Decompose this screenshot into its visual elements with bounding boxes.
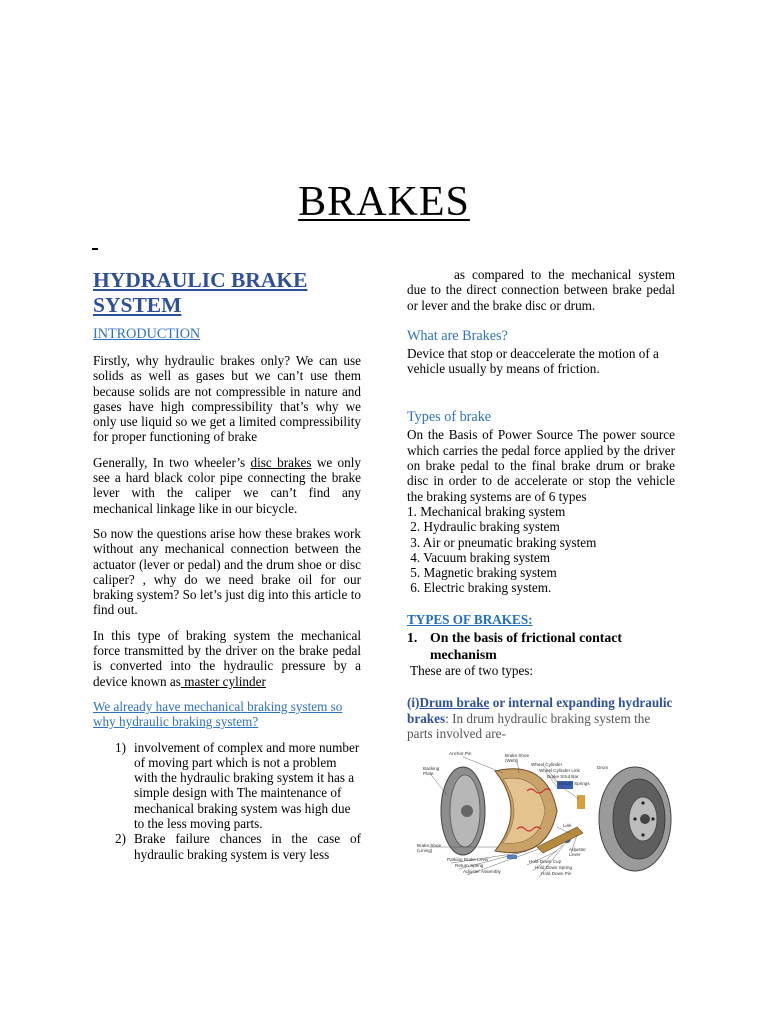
types-of-brakes-caps-heading: TYPES OF BRAKES: <box>407 611 533 627</box>
list-item: 4. Vacuum braking system <box>407 549 550 565</box>
list-item: 5. Magnetic braking system <box>407 565 557 581</box>
label-brake-shoe-lining: Brake Shoe (Lining) <box>417 843 442 854</box>
list-item: 3. Air or pneumatic braking system <box>407 534 597 550</box>
label-adjuster-assembly: Adjuster Assembly <box>463 869 501 875</box>
master-cylinder-link[interactable]: master cylinder <box>180 673 266 689</box>
label-hold-down-spring: Hold Down Spring <box>535 865 573 871</box>
question-heading: We already have mechanical braking system so why hydraulic braking system? <box>93 698 343 730</box>
basis-text: On the basis of frictional contact mechanism <box>430 630 622 663</box>
label-return-spring: Return Spring <box>455 863 484 869</box>
paragraph-why-hydraulic: Firstly, why hydraulic brakes only? We can use solids as well as gases but we can’t use them because solids are not compressible in nature and gases have high compressibility that’s why we only use liquid so we get a limited compressibility for proper functioning of brake <box>93 353 361 445</box>
label-hold-down-cup: Hold Down Cup <box>529 859 562 865</box>
paragraph-continuation: as compared to the mechanical system due to the direct connection between brake pedal or lever and the brake disc or drum. <box>407 267 675 313</box>
braking-systems-list <box>407 504 675 596</box>
list-number: 2) <box>115 831 126 847</box>
brakes-definition: Device that stop or deaccelerate the motion of a vehicle usually by means of friction. <box>407 345 659 377</box>
power-source-paragraph: On the Basis of Power Source The power source which carries the pedal force applied by the driver on brake pedal to the final brake drum or brake disc in order to de accelerate or stop the vehicle the braking systems are of 6 types <box>407 427 675 504</box>
list-item <box>93 831 361 862</box>
label-drum: Drum <box>597 765 609 771</box>
paragraph-text: we only see a hard black color pipe connecting the brake lever with the caliper we can’t find any mechanical linkage like in our bicycle. <box>93 454 362 516</box>
reasons-list <box>93 740 361 862</box>
paragraph-master-cylinder <box>93 628 361 689</box>
list-item: 6. Electric braking system. <box>407 580 552 596</box>
drum-brake-link[interactable]: Drum brake <box>419 695 490 711</box>
drum-description: : In drum hydraulic braking system the parts involved are- <box>407 710 651 741</box>
label-hold-down-pin: Hold Down Pin <box>541 871 572 877</box>
frictional-basis-heading <box>407 629 675 663</box>
two-types-text: These are of two types: <box>407 663 534 679</box>
label-brake-strut-bar: Brake Strut Bar <box>547 774 579 780</box>
list-text: Brake failure chances in the case of hydraulic braking system is very less <box>134 831 361 862</box>
label-anchor-pin: Anchor Pin <box>449 751 472 757</box>
list-item <box>93 740 361 832</box>
drum-lead: or internal expanding hydraulic brakes <box>407 695 673 726</box>
stray-dash <box>92 248 98 250</box>
label-link: Link <box>563 823 572 829</box>
right-column <box>407 267 675 891</box>
paragraph-text: In this type of braking system the mechanical force transmitted by the driver on the brake pedal is converted into the hydraulic pressure by a device known as <box>93 627 361 689</box>
label-brake-shoe-web: Brake Shoe (Web) <box>505 753 530 764</box>
disc-brakes-link[interactable]: disc brakes <box>250 454 312 470</box>
paragraph-questions: So now the questions arise how these brakes work without any mechanical connection between the actuator (lever or pedal) and the drum shoe or disc caliper? , why do we need brake oil for our braking system? So let’s just dig into this article to find out. <box>93 525 361 618</box>
label-wheel-cylinder: Wheel Cylinder <box>531 762 563 768</box>
list-number: 1) <box>115 739 126 755</box>
paragraph-text: Generally, In two wheeler’s <box>93 454 251 470</box>
list-item: 1. Mechanical braking system <box>407 503 566 519</box>
list-item: 2. Hydraulic braking system <box>407 519 560 535</box>
label-backing-plate: Backing Plate <box>423 766 440 777</box>
introduction-heading: INTRODUCTION <box>93 326 201 342</box>
drum-brake-diagram <box>407 751 675 891</box>
left-column <box>93 268 361 862</box>
label-return-springs: Return Springs <box>559 781 590 787</box>
basis-number: 1. <box>407 630 418 646</box>
paragraph-two-wheeler <box>93 455 361 516</box>
drum-prefix: (i) <box>407 695 420 711</box>
what-are-brakes-heading: What are Brakes? <box>407 327 508 344</box>
section-heading: HYDRAULIC BRAKE SYSTEM <box>93 268 308 317</box>
types-of-brake-heading: Types of brake <box>407 409 492 426</box>
label-wheel-cylinder-link: Wheel Cylinder Link <box>539 768 580 774</box>
label-parking-brake-lever: Parking Brake Lever <box>447 857 489 863</box>
page-title: BRAKES <box>298 179 470 225</box>
label-adjuster-lever: Adjuster Lever <box>569 847 586 858</box>
drum-brake-paragraph <box>407 695 675 741</box>
list-text: involvement of complex and more number of moving part which is not a problem with the hydraulic braking system it has a simple design with The maintenance of mechanical braking system was high due to the less moving parts. <box>134 739 360 832</box>
